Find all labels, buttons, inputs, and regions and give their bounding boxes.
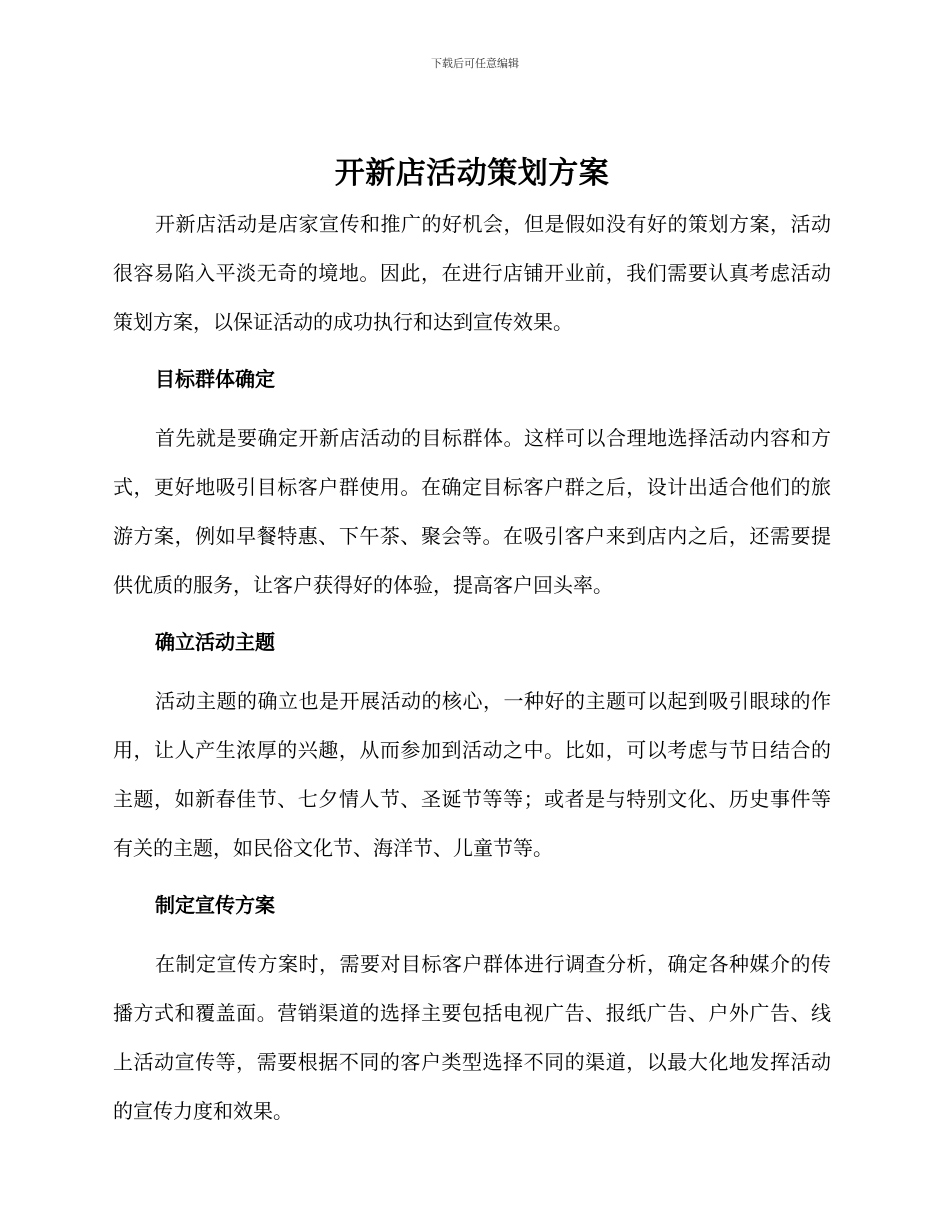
- section-paragraph: 在制定宣传方案时，需要对目标客户群体进行调查分析，确定各种媒介的传播方式和覆盖面。营销渠道的选择主要包括电视广告、报纸广告、户外广告、线上活动宣传等，需要根据不同的客户类型选择不同的渠道，以最大化地发挥活动的宣传力度和效果。: [113, 952, 831, 1123]
- document-body: [113, 152, 831, 1136]
- intro-paragraph: 开新店活动是店家宣传和推广的好机会，但是假如没有好的策划方案，活动很容易陷入平淡无奇的境地。因此，在进行店铺开业前，我们需要认真考虑活动策划方案，以保证活动的成功执行和达到宣传效果。: [113, 212, 831, 334]
- section-heading: 确立活动主题: [155, 630, 275, 654]
- section-target-group: [113, 347, 831, 610]
- page-title: 开新店活动策划方案: [334, 156, 610, 191]
- section-paragraph: 活动主题的确立也是开展活动的核心，一种好的主题可以起到吸引眼球的作用，让人产生浓厚的兴趣，从而参加到活动之中。比如，可以考虑与节日结合的主题，如新春佳节、七夕情人节、圣诞节等等；或者是与特别文化、历史事件等有关的主题，如民俗文化节、海洋节、儿童节等。: [113, 689, 831, 860]
- section-heading: 目标群体确定: [155, 367, 275, 391]
- section-theme: [113, 610, 831, 873]
- header-note: 下载后可任意编辑: [431, 57, 519, 70]
- section-heading: 制定宣传方案: [155, 893, 275, 917]
- section-paragraph: 首先就是要确定开新店活动的目标群体。这样可以合理地选择活动内容和方式，更好地吸引目标客户群使用。在确定目标客户群之后，设计出适合他们的旅游方案，例如早餐特惠、下午茶、聚会等。在吸引客户来到店内之后，还需要提供优质的服务，让客户获得好的体验，提高客户回头率。: [113, 426, 831, 597]
- section-promotion: [113, 873, 831, 1136]
